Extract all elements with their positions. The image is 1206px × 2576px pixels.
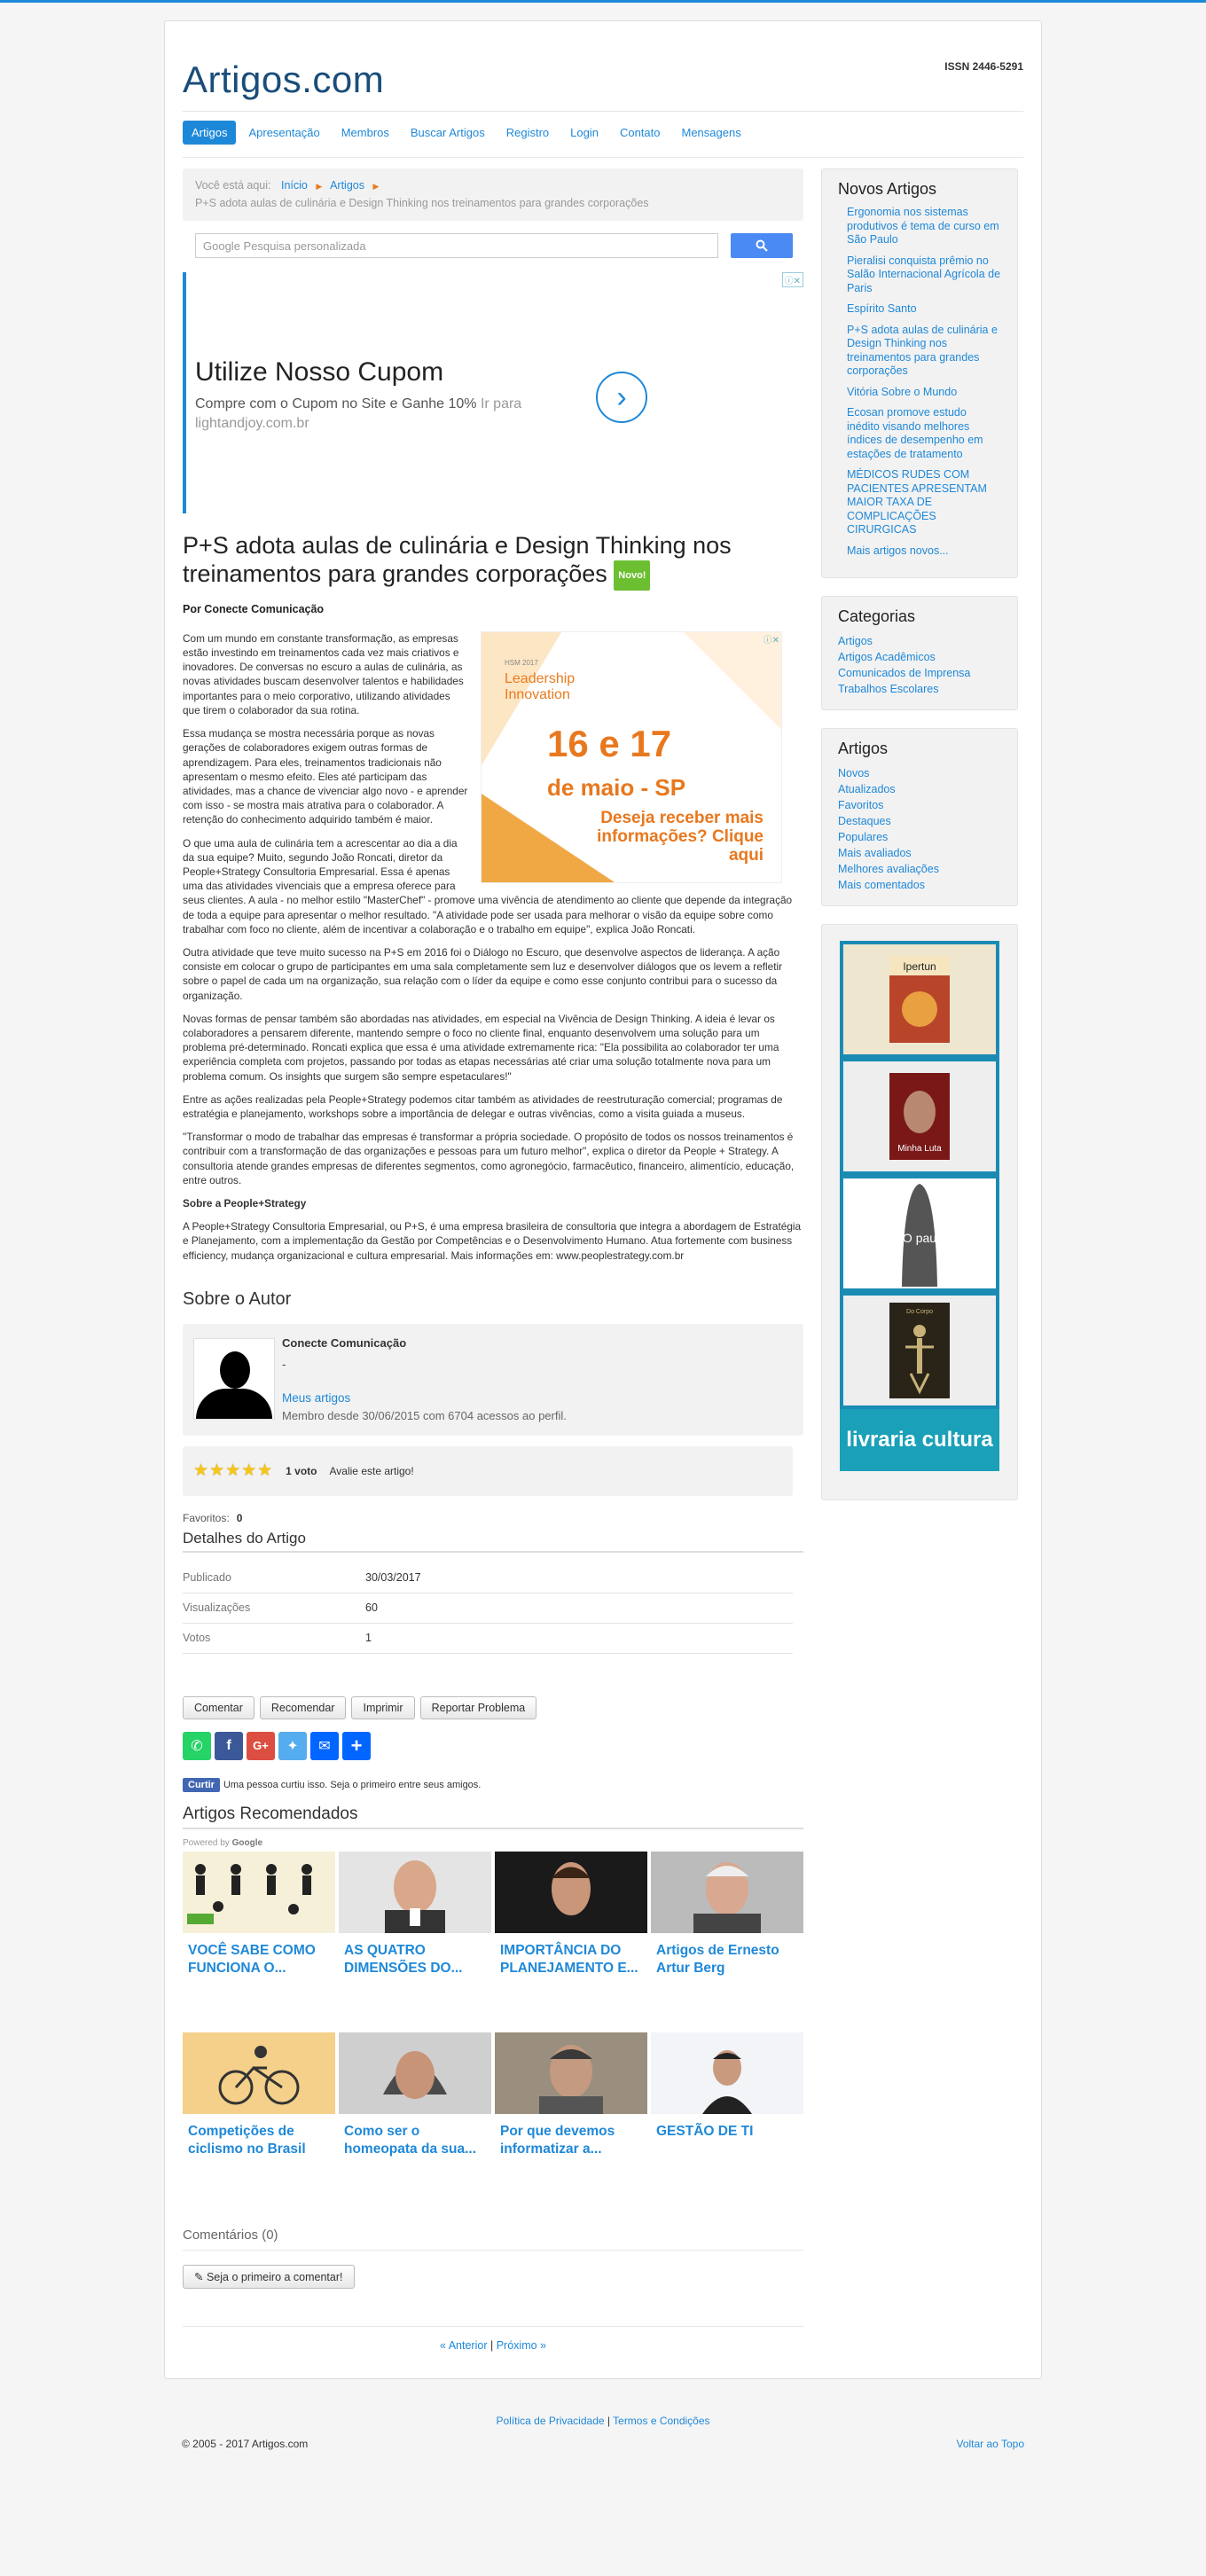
comment-button[interactable]: Comentar: [183, 1696, 255, 1719]
articles-menu-link[interactable]: Mais comentados: [838, 879, 925, 891]
article-actions: [183, 1696, 803, 1719]
recommended-thumbnail[interactable]: [339, 2032, 491, 2114]
detail-row: Votos 1: [183, 1624, 793, 1654]
author-bio: -: [282, 1357, 286, 1371]
ad-choices-icon[interactable]: ⓘ✕: [782, 272, 803, 287]
detail-row: Visualizações 60: [183, 1593, 793, 1624]
articles-menu-link[interactable]: Favoritos: [838, 799, 884, 811]
favorites-count: Favoritos: 0: [183, 1511, 243, 1524]
article-paragraph: "Transformar o modo de trabalhar das empresas é transformar a própria sociedade. O propósito de todos os nossos treinamentos é contribuir com a transformação de das organizações e pessoas para um futuro melhor", explica o diretor da People + Strategy. A consultoria atende grandes empresas de diferentes segmentos, como agronegócio, farmacêutico, financeiro, alimentício, educação, entre outros.: [183, 1131, 795, 1186]
main-column: [183, 168, 803, 2352]
article-title: P+S adota aulas de culinária e Design Thinking nos treinamentos para grandes corporações Novo!: [183, 531, 803, 591]
print-button[interactable]: Imprimir: [351, 1696, 414, 1719]
bookstore-logo[interactable]: livraria cultura: [840, 1409, 999, 1471]
detail-row: Publicado 30/03/2017: [183, 1563, 793, 1593]
share-plus-icon[interactable]: +: [342, 1732, 371, 1760]
whatsapp-icon[interactable]: ✆: [183, 1732, 211, 1760]
article-paragraph: O que uma aula de culinária tem a acrescentar ao dia a dia da sua equipe? Muito, segundo João Roncati, diretor da People+Strategy Consultoria Empresarial. Essa é apenas uma das atividades vivenciais que a empresa oferece para seus clientes. A aula - no melhor estilo "MasterChef" - promove uma vivência de atendimento ao cliente que depende da integração de toda a equipe para apresentar o melhor resultado. "A atividade pode ser usada para melhorar o visão da equipe sobre como trabalhar com foco no cliente, além de incentivar a colaboração e o trabalho em equipe", explica João Roncati.: [183, 836, 793, 936]
footer-bottom: [182, 2438, 1024, 2477]
recommend-button[interactable]: Recomendar: [260, 1696, 347, 1719]
site-header: [183, 39, 1023, 112]
edit-icon: ✎: [194, 2270, 207, 2283]
rate-prompt: Avalie este artigo!: [329, 1464, 414, 1477]
articles-menu-link[interactable]: Mais avaliados: [838, 847, 912, 859]
article-subheading: Sobre a People+Strategy: [183, 1196, 307, 1210]
book-ad-item[interactable]: [840, 1175, 999, 1292]
more-new-articles-link[interactable]: Mais artigos novos...: [847, 544, 949, 557]
my-articles-link[interactable]: Meus artigos: [282, 1390, 351, 1405]
new-article-link[interactable]: MÉDICOS RUDES COM PACIENTES APRESENTAM MAIOR TAXA DE COMPLICAÇÕES CIRURGICAS: [847, 468, 987, 536]
comments-title: Comentários (0): [183, 2228, 803, 2251]
author-name: Conecte Comunicação: [282, 1335, 407, 1350]
recommended-caption[interactable]: VOCÊ SABE COMO FUNCIONA O...: [188, 1942, 316, 1976]
articles-menu-link[interactable]: Atualizados: [838, 783, 896, 795]
vote-count: 1 voto: [286, 1464, 317, 1477]
ad-dates: 16 e 17 de maio - SP: [547, 722, 686, 801]
recommended-thumbnail[interactable]: [651, 2032, 803, 2114]
article-paragraph: Novas formas de pensar também são abordadas nas atividades, em especial na Vivência de Design Thinking. A ideia é levar os colaboradores a pensarem diferente, mantendo sempre o foco no cliente final, enquanto desenvolvem uma solução para um problema pré-determinado. Roncati explica que essa é uma atividade extremamente rica: "Ela possibilita ao colaborador ter uma experiência completa com projetos, passando por todas as etapas necessárias até criar uma solução totalmente nova para um problema comum. Os insights que surgem são sempre espetaculares!": [183, 1012, 779, 1083]
breadcrumb: [183, 168, 803, 221]
report-button[interactable]: Reportar Problema: [420, 1696, 537, 1719]
category-link[interactable]: Trabalhos Escolares: [838, 683, 939, 695]
chevron-right-icon[interactable]: ›: [596, 372, 647, 423]
first-comment-button[interactable]: ✎ Seja o primeiro a comentar!: [183, 2265, 355, 2289]
book-title: Do Corpo: [906, 1309, 933, 1315]
new-article-link[interactable]: P+S adota aulas de culinária e Design Thinking nos treinamentos para grandes corporações: [847, 323, 998, 377]
ad-cta[interactable]: Deseja receber mais informações? Clique aqui: [597, 808, 764, 865]
share-buttons: [183, 1732, 803, 1760]
recommended-caption[interactable]: Artigos de Ernesto Artur Berg: [656, 1942, 779, 1976]
page-container: [164, 20, 1042, 2379]
ad-text: Compre com o Cupom no Site e Ganhe 10% Ir para lightandjoy.com.br: [195, 396, 522, 431]
recommended-card[interactable]: [651, 1852, 803, 2032]
recommended-thumbnail[interactable]: [183, 2032, 335, 2114]
back-to-top-link[interactable]: Voltar ao Topo: [956, 2437, 1024, 2450]
fb-like-text: Uma pessoa curtiu isso. Seja o primeiro entre seus amigos.: [223, 1779, 482, 1790]
new-article-link[interactable]: Vitória Sobre o Mundo: [847, 385, 958, 398]
search-icon: [756, 239, 768, 252]
recommended-card[interactable]: [339, 1852, 491, 2032]
new-badge: Novo!: [614, 560, 650, 591]
articles-menu-link[interactable]: Melhores avaliações: [838, 863, 939, 875]
recommended-thumbnail[interactable]: [651, 1852, 803, 1933]
facebook-icon[interactable]: f: [215, 1732, 243, 1760]
powered-by: Powered by Google: [183, 1837, 263, 1848]
search-input[interactable]: Google Pesquisa personalizada: [195, 233, 718, 258]
avatar: [193, 1338, 275, 1420]
author-box: [183, 1324, 803, 1436]
footer-links: Política de Privacidade | Termos e Condições: [496, 2414, 710, 2427]
prev-link[interactable]: « Anterior: [439, 2338, 488, 2352]
recommended-thumbnail[interactable]: [495, 1852, 647, 1933]
articles-menu-box: [821, 728, 1018, 906]
issn: ISSN 2446-5291: [944, 60, 1023, 73]
breadcrumb-section[interactable]: Artigos: [330, 179, 364, 192]
about-author-title: Sobre o Autor: [183, 1288, 292, 1309]
category-link[interactable]: Comunicados de Imprensa: [838, 667, 971, 679]
pager: « Anterior | Próximo »: [183, 2326, 803, 2352]
categories-title: Categorias: [838, 607, 916, 625]
book-ad-item[interactable]: [840, 1058, 999, 1175]
twitter-icon[interactable]: ✦: [278, 1732, 307, 1760]
nav-artigos[interactable]: Artigos: [183, 121, 236, 145]
categories-box: [821, 596, 1018, 710]
nav-buscar-artigos[interactable]: Buscar Artigos: [410, 126, 485, 139]
recommended-caption[interactable]: Como ser o homeopata da sua...: [344, 2123, 477, 2157]
article-body: [183, 631, 803, 1263]
ad-headline[interactable]: Utilize Nosso Cupom: [195, 357, 444, 387]
nav-apresentacao[interactable]: Apresentação: [248, 126, 320, 139]
category-link[interactable]: Artigos Acadêmicos: [838, 651, 936, 663]
new-article-link[interactable]: Ecosan promove estudo inédito visando melhores índices de desempenho em estações de tratamento: [847, 406, 983, 460]
article-paragraph: Entre as ações realizadas pela People+Strategy podemos citar também as atividades de reestruturação comercial; programas de estratégia e planejamento, workshops sobre a importância de delegar e outras vivências, como a visita guiada a museus.: [183, 1092, 783, 1120]
recommended-caption[interactable]: IMPORTÂNCIA DO PLANEJAMENTO E...: [500, 1942, 638, 1976]
nav-registro[interactable]: Registro: [505, 126, 550, 139]
new-articles-title: Novos Artigos: [838, 180, 937, 198]
privacy-link[interactable]: Política de Privacidade: [496, 2414, 605, 2427]
category-link[interactable]: Artigos: [838, 635, 873, 647]
new-articles-box: [821, 168, 1018, 578]
terms-link[interactable]: Termos e Condições: [613, 2414, 710, 2427]
bookstore-ad[interactable]: [821, 924, 1018, 1500]
recommended-card[interactable]: [183, 1852, 335, 2032]
new-article-link[interactable]: Ergonomia nos sistemas produtivos é tema de curso em São Paulo: [847, 206, 999, 246]
recommended-thumbnail[interactable]: [495, 2032, 647, 2114]
recommended-title: Artigos Recomendados: [183, 1805, 803, 1829]
rating-box: [183, 1446, 793, 1496]
nav-contato[interactable]: Contato: [619, 126, 661, 139]
email-icon[interactable]: ✉: [310, 1732, 339, 1760]
site-title[interactable]: Artigos.com: [183, 59, 385, 100]
breadcrumb-prefix: Você está aqui:: [195, 179, 271, 192]
articles-menu-link[interactable]: Novos: [838, 767, 870, 779]
new-article-link[interactable]: Pieralisi conquista prêmio no Salão Internacional Agrícola de Paris: [847, 254, 1001, 294]
article-paragraph: Com um mundo em constante transformação, as empresas estão investindo em treinamentos cada vez mais criativos e inovadores. De conversas no escuro a aulas de culinária, as novas atividades buscam desenvolver talentos e habilidades importantes para o meio corporativo, utilizando atividades que tirem o colaborador da sua rotina.: [183, 631, 464, 716]
nav-login[interactable]: Login: [570, 126, 599, 139]
details-title: Detalhes do Artigo: [183, 1530, 803, 1553]
recommended-thumbnail[interactable]: [183, 1852, 335, 1933]
article-paragraph: Essa mudança se mostra necessária porque as novas gerações de colaboradores exigem outras formas de aprendizagem. Para eles, treinamentos tradicionais não apresentam o mesmo efeito. Eles até participam das atividades, mas a chance de vivenciar algo novo - e aprender com isso - se mostra mais atrativa para o colaborador. A retenção do conhecimento adquirido também é maior.: [183, 727, 468, 826]
google-plus-icon[interactable]: G+: [247, 1732, 275, 1760]
details-table: [183, 1563, 793, 1654]
new-article-link[interactable]: Espírito Santo: [847, 302, 917, 315]
sidebar: [821, 168, 1018, 2352]
ad-choices-icon[interactable]: ⓘ✕: [763, 635, 779, 646]
search-bar: [195, 233, 803, 258]
nav-membros[interactable]: Membros: [341, 126, 389, 139]
recommended-caption[interactable]: AS QUATRO DIMENSÕES DO...: [344, 1942, 463, 1976]
book-title: Ipertun: [903, 960, 936, 973]
recommended-card[interactable]: [495, 1852, 647, 2032]
book-ad-item[interactable]: [840, 1292, 999, 1409]
recommended-card[interactable]: [339, 2032, 491, 2213]
recommended-grid: [183, 1852, 803, 2213]
ad-logo: HSM 2017 Leadership Innovation: [505, 658, 576, 702]
star-rating[interactable]: ★★★★★: [193, 1461, 274, 1481]
article-paragraph: Outra atividade que teve muito sucesso na P+S em 2016 foi o Diálogo no Escuro, que desenvolve aspectos de liderança. A ação consiste em colocar o grupo de participantes em uma sala completamente sem luz e desenvolver diálogos que os levem a refletir sobre o papel de cada um na organização, sua relação com o líder da equipe e como esse conjunto contribui para o sucesso da organização.: [183, 945, 783, 1002]
facebook-like: [183, 1778, 803, 1792]
article-author: Por Conecte Comunicação: [183, 602, 325, 615]
recommended-caption[interactable]: GESTÃO DE TI: [656, 2123, 754, 2139]
main-nav: [183, 121, 1023, 158]
ad-leadership-innovation[interactable]: [481, 631, 782, 883]
ad-banner-cupom[interactable]: [183, 272, 803, 513]
member-since: Membro desde 30/06/2015 com 6704 acessos ao perfil.: [282, 1408, 567, 1422]
next-link[interactable]: Próximo »: [496, 2338, 546, 2352]
breadcrumb-separator-icon: ▶: [372, 182, 380, 191]
article-paragraph: A People+Strategy Consultoria Empresarial, ou P+S, é uma empresa brasileira de consultoria que integra a abordagem de Estratégia e Planejamento, com a implementação da Gestão por Competências e o Desenvolvimento Humano. Atua fortemente com business efficiency, mudança organizacional e cultura empresarial. Mais informações em: www.peoplestrategy.com.br: [183, 1220, 802, 1262]
book-ad-item[interactable]: [840, 941, 999, 1058]
nav-mensagens[interactable]: Mensagens: [681, 126, 741, 139]
breadcrumb-separator-icon: ▶: [316, 182, 323, 191]
recommended-caption[interactable]: Por que devemos informatizar a...: [500, 2123, 615, 2157]
breadcrumb-current: P+S adota aulas de culinária e Design Thinking nos treinamentos para grandes corporações: [195, 197, 649, 209]
recommended-card[interactable]: [651, 2032, 803, 2213]
breadcrumb-home[interactable]: Início: [280, 179, 308, 192]
articles-menu-link[interactable]: Populares: [838, 831, 889, 843]
book-title: O pau: [902, 1231, 937, 1245]
recommended-card[interactable]: [183, 2032, 335, 2213]
recommended-thumbnail[interactable]: [339, 1852, 491, 1933]
recommended-caption[interactable]: Competições de ciclismo no Brasil: [188, 2123, 306, 2157]
articles-menu-link[interactable]: Destaques: [838, 815, 891, 827]
search-button[interactable]: [731, 233, 793, 258]
fb-like-button[interactable]: Curtir: [183, 1778, 220, 1792]
book-title: Minha Luta: [897, 1144, 942, 1154]
recommended-card[interactable]: [495, 2032, 647, 2213]
articles-menu-title: Artigos: [838, 740, 889, 757]
copyright: © 2005 - 2017 Artigos.com: [182, 2437, 309, 2450]
